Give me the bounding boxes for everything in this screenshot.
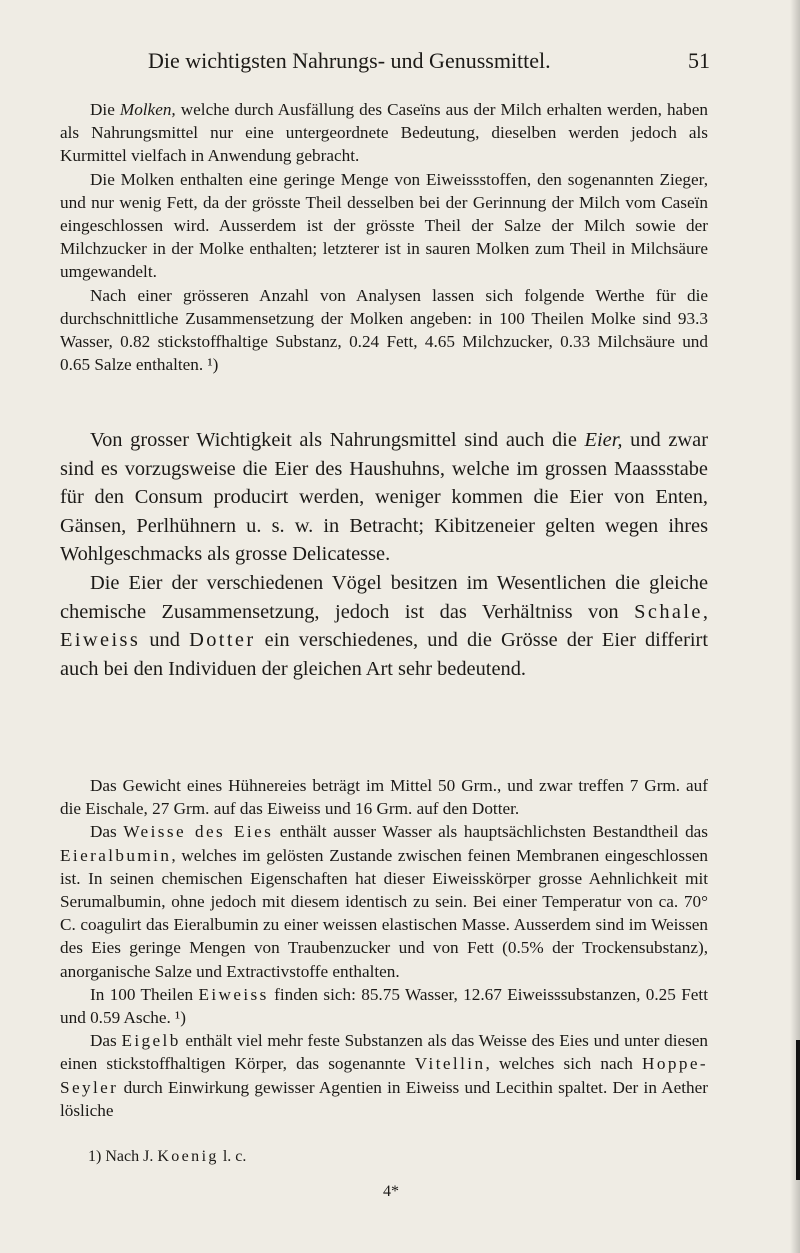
term-eigelb: Eigelb xyxy=(121,1031,181,1051)
term-eieralbumin: Eieralbumin xyxy=(60,845,172,865)
term-hoppe-seyler: Hoppe-Seyler xyxy=(60,1054,708,1097)
eier-section xyxy=(60,426,708,683)
paragraph-molken-intro: Die Molken, welche durch Ausfällung des Caseïns aus der Milch erhalten werden, haben als Nahrungsmittel nur eine untergeordnete Bedeutung, dieselben werden jedoch als Kurmittel vielfach in Anwendung gebracht. xyxy=(60,100,708,166)
page-number: 51 xyxy=(688,48,710,73)
footnote-author: Koenig xyxy=(157,1148,219,1165)
term-vitellin: Vitellin xyxy=(414,1054,486,1074)
term-dotter: Dotter xyxy=(189,629,256,652)
paragraph-egg-white-analysis: In 100 Theilen Eiweiss finden sich: 85.75 Wasser, 12.67 Eiweisssubstanzen, 0.25 Fett und 0.59 Asche. ¹) xyxy=(60,984,708,1028)
signature-mark: 4* xyxy=(383,1183,399,1200)
footnote: 1) Nach J. Koenig l. c. xyxy=(88,1148,247,1165)
paragraph-eier-intro: Von grosser Wichtigkeit als Nahrungsmittel sind auch die Eier, und zwar sind es vorzugsweise die Eier des Haushuhns, welche im grossen Maassstabe für den Consum producirt werden, weniger kommen die Eier von Enten, Gänsen, Perlhühnern u. s. w. in Betracht; Kibitzeneier gelten wegen ihres Wohlgeschmacks als grosse Delicatesse. xyxy=(60,429,708,566)
egg-details-section xyxy=(60,774,708,1122)
paragraph-eier-composition: Die Eier der verschiedenen Vögel besitzen im Wesentlichen die gleiche chemische Zusammensetzung, jedoch ist das Verhältniss von Schale, Eiweiss und Dotter ein verschiedenes, und die Grösse der Eier differirt auch bei den Individuen der gleichen Art sehr bedeutend. xyxy=(60,571,709,680)
term-eiweiss-analysis: Eiweiss xyxy=(198,984,269,1004)
paragraph-egg-yolk: Das Eigelb enthält viel mehr feste Substanzen als das Weisse des Eies und unter diesen einen stickstoffhaltigen Körper, das sogenannte Vitellin, welches sich nach Hoppe-Seyler durch Einwirkung gewisser Agentien in Eiweiss und Lecithin spaltet. Der in Aether lösliche xyxy=(60,1031,709,1120)
page-header xyxy=(60,48,710,78)
molken-section xyxy=(60,98,708,376)
term-eiweiss: Eiweiss xyxy=(60,629,141,652)
running-title: Die wichtigsten Nahrungs- und Genussmittel. xyxy=(148,48,551,73)
binding-edge-mark xyxy=(796,1040,800,1180)
term-molken: Molken, xyxy=(119,100,176,119)
term-schale: Schale xyxy=(634,600,703,623)
paragraph-molken-composition: Die Molken enthalten eine geringe Menge von Eiweissstoffen, den sogenannten Zieger, und nur wenig Fett, da der grösste Theil desselben bei der Gerinnung der Milch vom Caseïn eingeschlossen wird. Ausserdem ist der grösste Theil der Salze der Milch sowie der Milchzucker in der Molke enthalten; letzterer ist in sauren Molken zum Theil in Milchsäure umgewandelt. xyxy=(60,169,708,282)
term-eier: Eier, xyxy=(584,429,623,451)
paragraph-molken-analysis: Nach einer grösseren Anzahl von Analysen lassen sich folgende Werthe für die durchschnittliche Zusammensetzung der Molken angeben: in 100 Theilen Molke sind 93.3 Wasser, 0.82 stickstoffhaltige Substanz, 0.24 Fett, 4.65 Milchzucker, 0.33 Milchsäure und 0.65 Salze enthalten. ¹) xyxy=(60,285,708,375)
term-weisse-des-eies: Weisse des Eies xyxy=(123,822,274,842)
paragraph-egg-white: Das Weisse des Eies enthält ausser Wasser als hauptsächlichsten Bestandtheil das Eieralbumin, welches im gelösten Zustande zwischen feinen Membranen eingeschlossen ist. In seinen chemischen Eigenschaften hat dieser Eiweisskörper grosse Aehnlichkeit mit Serumalbumin, ohne jedoch mit diesem identisch zu sein. Bei einer Temperatur von ca. 70° C. coagulirt das Eieralbumin zu einer weissen elastischen Masse. Ausserdem sind im Weissen des Eies geringe Mengen von Traubenzucker und von Fett (0.5% der Trockensubstanz), anorganische Salze und Extractivstoffe enthalten. xyxy=(60,822,708,981)
paragraph-egg-weight: Das Gewicht eines Hühnereies beträgt im Mittel 50 Grm., und zwar treffen 7 Grm. auf die Eischale, 27 Grm. auf das Eiweiss und 16 Grm. auf den Dotter. xyxy=(60,776,708,819)
